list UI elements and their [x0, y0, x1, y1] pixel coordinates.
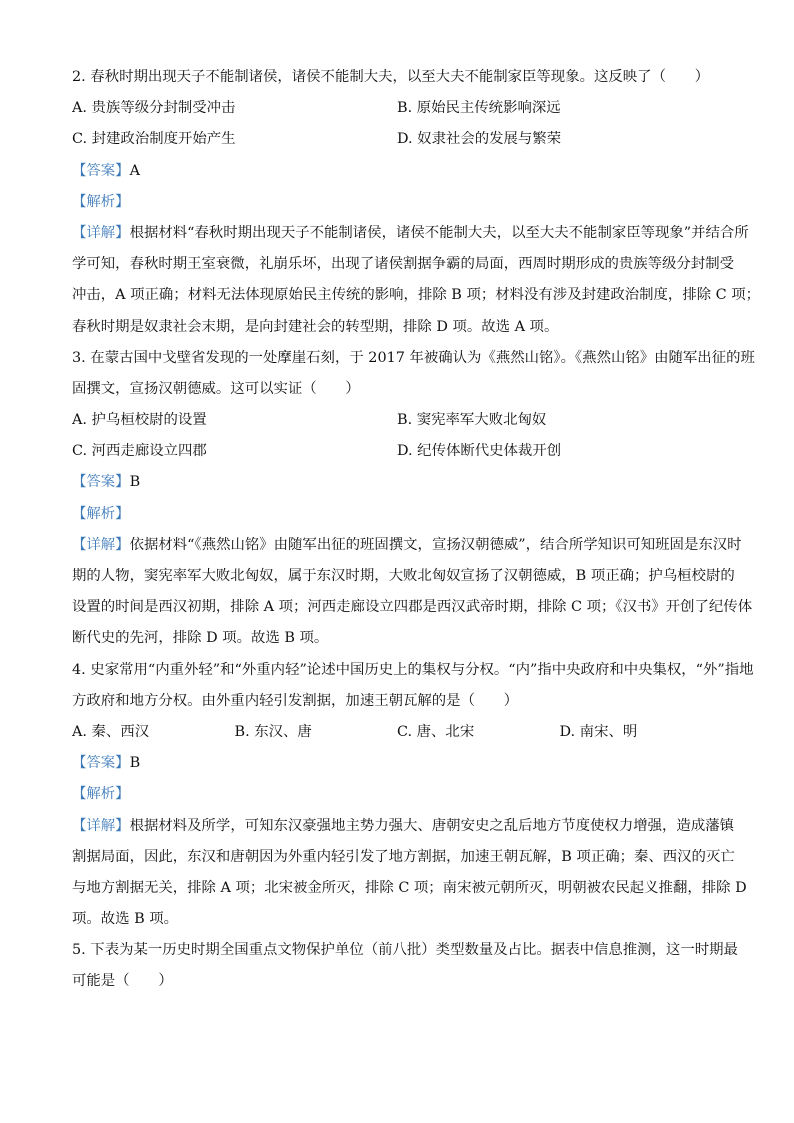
q2-answer	[72, 156, 722, 187]
analysis-tag: 【解析】	[72, 505, 130, 522]
q2-options-row-2	[72, 124, 722, 155]
q3-answer-value: B	[129, 474, 141, 491]
q3-detail-line-1: 依据材料“《燕然山铭》由随军出征的班固撰文，宣扬汉朝德威”，结合所学知识可知班固是东汉时	[129, 536, 742, 553]
q4-detail-line-3: 与地方割据无关，排除 A 项；北宋被金所灭，排除 C 项；南宋被元朝所灭，明朝被农民起义推翻，排除 D	[72, 879, 747, 896]
q2-detail	[72, 218, 761, 343]
analysis-tag: 【解析】	[72, 786, 130, 803]
q4-detail-line-1: 根据材料及所学，可知东汉豪强地主势力强大、唐朝安史之乱后地方节度使权力增强，造成藩镇	[129, 817, 734, 834]
q3-detail-line-2: 期的人物，窦宪率军大败北匈奴，属于东汉时期，大败北匈奴宣扬了汉朝德威，B 项正确；护乌桓校尉的	[72, 568, 735, 584]
q4-option-b: B. 东汉、唐	[234, 723, 312, 740]
q3-stem-line-1: 3. 在蒙古国中戈壁省发现的一处摩崖石刻，于 2017 年被确认为《燕然山铭》。《燕然山铭》由随军出征的班	[72, 349, 755, 366]
document-page	[72, 62, 761, 998]
q4-answer	[72, 748, 722, 779]
q4-analysis	[72, 779, 722, 810]
q2-stem: 2. 春秋时期出现天子不能制诸侯，诸侯不能制大夫，以至大夫不能制家臣等现象。这反映了（ ）	[72, 69, 710, 85]
q3-stem-line-2: 固撰文，宣扬汉朝德威。这可以实证（ ）	[72, 380, 360, 397]
q4-detail-line-4: 项。故选 B 项。	[72, 911, 179, 928]
answer-tag: 【答案】	[72, 755, 130, 772]
q3-analysis	[72, 499, 722, 530]
q4-answer-value: B	[129, 755, 141, 772]
q2-detail-line-2: 学可知，春秋时期王室衰微，礼崩乐坏，出现了诸侯割据争霸的局面，西周时期形成的贵族等级分封制受	[72, 256, 734, 273]
detail-tag: 【详解】	[72, 817, 130, 834]
q2-detail-line-1: 根据材料“春秋时期出现天子不能制诸侯，诸侯不能制大夫，以至大夫不能制家臣等现象”并结合所	[129, 224, 749, 241]
q2-detail-line-3: 冲击，A 项正确；材料无法体现原始民主传统的影响，排除 B 项；材料没有涉及封建政治制度，排除 C 项；	[72, 287, 761, 304]
answer-tag: 【答案】	[72, 162, 130, 179]
q3-answer	[72, 467, 722, 498]
q2-option-c: C. 封建政治制度开始产生	[72, 131, 236, 148]
q2-options-row-1	[72, 93, 722, 124]
q4-stem	[72, 655, 754, 717]
q3-options-row-2	[72, 436, 722, 467]
analysis-tag: 【解析】	[72, 193, 130, 210]
q5-stem-line-2: 可能是（ ）	[72, 973, 173, 990]
q3-options-row-1	[72, 405, 722, 436]
q4-detail-line-2: 割据局面，因此，东汉和唐朝因为外重内轻引发了地方割据，加速王朝瓦解，B 项正确；秦、西汉的灭亡	[72, 848, 735, 865]
q3-detail	[72, 530, 753, 655]
q5-stem	[72, 935, 738, 997]
q2-option-a: A. 贵族等级分封制受冲击	[72, 100, 236, 117]
q3-stem	[72, 343, 755, 405]
q2-option-b: B. 原始民主传统影响深远	[397, 100, 561, 117]
q3-option-b: B. 窦宪率军大败北匈奴	[397, 412, 547, 429]
q4-stem-line-2: 方政府和地方分权。由外重内轻引发割据，加速王朝瓦解的是（ ）	[72, 692, 519, 709]
q3-detail-line-4: 断代史的先河，排除 D 项。故选 B 项。	[72, 630, 329, 647]
q2-detail-line-4: 春秋时期是奴隶社会末期，是向封建社会的转型期，排除 D 项。故选 A 项。	[72, 318, 559, 335]
q4-stem-line-1: 4. 史家常用“内重外轻”和“外重内轻”论述中国历史上的集权与分权。“内”指中央政府和中央集权，“外”指地	[72, 661, 754, 678]
q4-detail	[72, 811, 747, 936]
detail-tag: 【详解】	[72, 224, 130, 241]
q4-option-d: D. 南宋、明	[559, 723, 638, 740]
q4-option-c: C. 唐、北宋	[397, 723, 475, 740]
q3-option-a: A. 护乌桓校尉的设置	[72, 412, 207, 429]
detail-tag: 【详解】	[72, 536, 130, 553]
q3-detail-line-3: 设置的时间是西汉初期，排除 A 项；河西走廊设立四郡是西汉武帝时期，排除 C 项；《汉书》开创了纪传体	[72, 599, 753, 616]
q5-stem-line-1: 5. 下表为某一历史时期全国重点文物保护单位（前八批）类型数量及占比。据表中信息推测，这一时期最	[72, 942, 738, 959]
q4-options-row	[72, 717, 722, 748]
q3-option-d: D. 纪传体断代史体裁开创	[397, 443, 562, 460]
q2-option-d: D. 奴隶社会的发展与繁荣	[397, 131, 562, 148]
q2-answer-value: A	[129, 162, 140, 179]
q4-option-a: A. 秦、西汉	[72, 723, 150, 740]
answer-tag: 【答案】	[72, 474, 130, 491]
q3-option-c: C. 河西走廊设立四郡	[72, 443, 207, 460]
q2-analysis	[72, 187, 722, 218]
